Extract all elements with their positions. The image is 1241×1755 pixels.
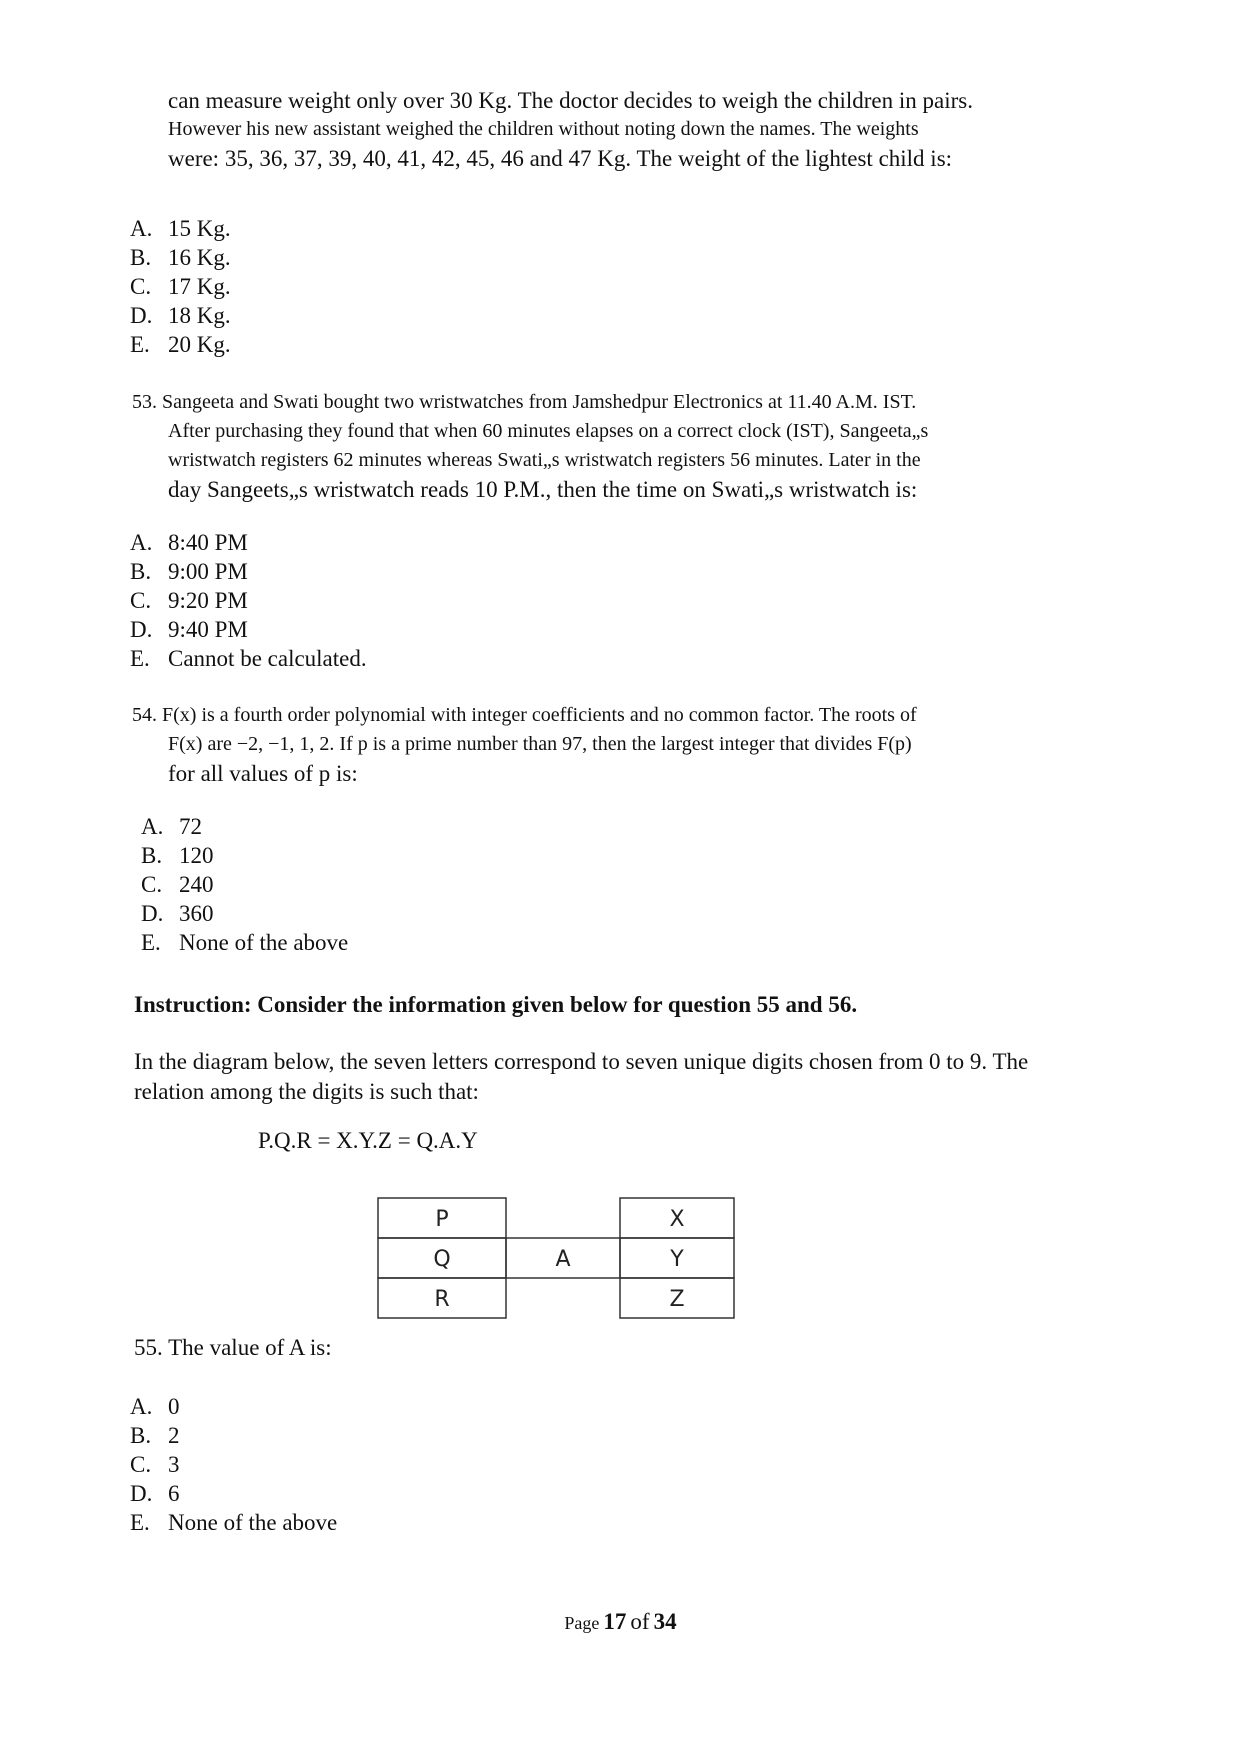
option-text: 2 <box>168 1423 180 1448</box>
option-item <box>130 644 367 673</box>
option-text: 20 Kg. <box>168 332 231 357</box>
cell-letter-z: Z <box>669 1287 685 1312</box>
option-text: 9:20 PM <box>168 588 248 613</box>
question-52-text <box>168 86 1128 173</box>
option-text: 9:00 PM <box>168 559 248 584</box>
question-line: day Sangeets„s wristwatch reads 10 P.M., then the time on Swati„s wristwatch is: <box>168 477 918 502</box>
option-item <box>141 899 348 928</box>
question-line: for all values of p is: <box>168 761 358 786</box>
option-letter: A. <box>130 1394 153 1419</box>
option-item <box>130 1479 337 1508</box>
question-line: 53. Sangeeta and Swati bought two wristwatches from Jamshedpur Electronics at 11.40 A.M. IST. <box>132 391 917 413</box>
option-item <box>141 812 348 841</box>
option-text: 0 <box>168 1394 180 1419</box>
option-text: 18 Kg. <box>168 303 231 328</box>
intro-line: In the diagram below, the seven letters correspond to seven unique digits chosen from 0 to 9. The <box>134 1049 1029 1074</box>
page-number: 17 <box>603 1609 627 1634</box>
question-line: were: 35, 36, 37, 39, 40, 41, 42, 45, 46 and 47 Kg. The weight of the lightest child is: <box>168 146 953 171</box>
question-line: However his new assistant weighed the children without noting down the names. The weights <box>168 118 919 140</box>
option-item <box>130 586 367 615</box>
option-item <box>141 928 348 957</box>
option-letter: A. <box>130 216 153 241</box>
option-letter: D. <box>130 303 153 328</box>
question-55-text: 55. The value of A is: <box>134 1335 332 1360</box>
option-letter: C. <box>130 1452 152 1477</box>
option-letter: C. <box>130 588 152 613</box>
option-letter: B. <box>130 1423 152 1448</box>
option-item <box>130 330 231 359</box>
option-item <box>130 615 367 644</box>
option-letter: D. <box>130 617 153 642</box>
cell-letter-q: Q <box>433 1247 451 1272</box>
intro-line: relation among the digits is such that: <box>134 1079 479 1104</box>
cell-letter-y: Y <box>670 1247 684 1272</box>
page-label: Page <box>564 1613 600 1633</box>
option-letter: B. <box>130 559 152 584</box>
option-item <box>130 1421 337 1450</box>
letter-diagram <box>376 1196 736 1326</box>
option-item <box>141 841 348 870</box>
letter-diagram-svg <box>376 1196 736 1326</box>
option-text: None of the above <box>168 1510 338 1535</box>
question-line: wristwatch registers 62 minutes whereas Swati„s wristwatch registers 56 minutes. Later in the <box>168 449 921 471</box>
option-text: 3 <box>168 1452 180 1477</box>
cell-letter-p: P <box>435 1207 449 1232</box>
option-letter: A. <box>141 814 164 839</box>
option-letter: C. <box>141 872 163 897</box>
option-text: 240 <box>179 872 214 897</box>
question-54-options <box>141 812 348 957</box>
instruction-heading: Instruction: Consider the information given below for question 55 and 56. <box>134 992 858 1017</box>
question-54-text <box>132 701 1132 788</box>
option-text: 16 Kg. <box>168 245 231 270</box>
option-item <box>130 214 231 243</box>
option-text: 9:40 PM <box>168 617 248 642</box>
option-item <box>130 1450 337 1479</box>
option-letter: E. <box>130 646 150 671</box>
question-line: F(x) are −2, −1, 1, 2. If p is a prime number than 97, then the largest integer that divides F(p) <box>168 733 912 755</box>
option-letter: D. <box>141 901 164 926</box>
option-text: 15 Kg. <box>168 216 231 241</box>
cell-letter-a: A <box>555 1247 571 1272</box>
question-line: 54. F(x) is a fourth order polynomial with integer coefficients and no common factor. The roots of <box>132 704 917 726</box>
option-text: Cannot be calculated. <box>168 646 367 671</box>
option-item <box>130 557 367 586</box>
page-of-label: of <box>630 1609 650 1634</box>
question-line: can measure weight only over 30 Kg. The doctor decides to weigh the children in pairs. <box>168 88 973 113</box>
option-letter: E. <box>130 332 150 357</box>
option-text: 72 <box>179 814 202 839</box>
option-text: 360 <box>179 901 214 926</box>
option-letter: E. <box>130 1510 150 1535</box>
page-total: 34 <box>653 1609 677 1634</box>
question-53-options <box>130 528 367 673</box>
option-item <box>141 870 348 899</box>
option-text: 8:40 PM <box>168 530 248 555</box>
option-item <box>130 528 367 557</box>
question-53-text <box>132 388 1132 504</box>
option-item <box>130 301 231 330</box>
option-item <box>130 1508 337 1537</box>
option-text: 6 <box>168 1481 180 1506</box>
relation-formula: P.Q.R = X.Y.Z = Q.A.Y <box>258 1128 478 1153</box>
question-52-options <box>130 214 231 359</box>
option-text: 120 <box>179 843 214 868</box>
cell-letter-r: R <box>434 1287 450 1312</box>
option-text: None of the above <box>179 930 349 955</box>
page-footer <box>0 1609 1241 1635</box>
option-item <box>130 272 231 301</box>
option-letter: A. <box>130 530 153 555</box>
option-text: 17 Kg. <box>168 274 231 299</box>
option-letter: D. <box>130 1481 153 1506</box>
option-letter: B. <box>130 245 152 270</box>
option-letter: B. <box>141 843 163 868</box>
option-letter: C. <box>130 274 152 299</box>
option-item <box>130 243 231 272</box>
cell-letter-x: X <box>669 1207 685 1232</box>
option-item <box>130 1392 337 1421</box>
instruction-intro <box>134 1047 1028 1107</box>
question-55-options <box>130 1392 337 1537</box>
option-letter: E. <box>141 930 161 955</box>
question-line: After purchasing they found that when 60 minutes elapses on a correct clock (IST), Sangeeta„s <box>168 420 929 442</box>
